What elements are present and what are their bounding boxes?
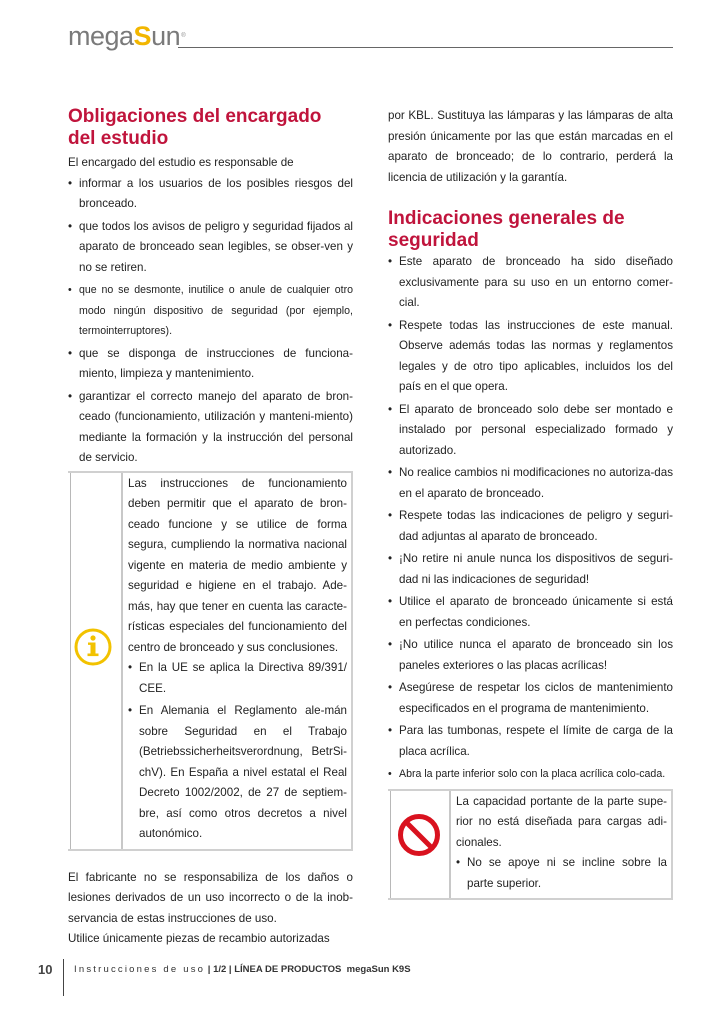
spare-parts-text: Utilice únicamente piezas de recambio autorizadas [68, 932, 330, 945]
footer-text [74, 964, 411, 975]
logo-s: S [133, 21, 152, 51]
footer-divider [63, 959, 64, 996]
list-item: • Asegúrese de respetar los ciclos de mantenimiento especificados en el programa de mantenimiento. [388, 678, 673, 719]
footer-model: megaSun K9S [346, 964, 411, 975]
heading-obligaciones: Obligaciones del encargado del estudio [68, 106, 322, 149]
list-item: • El aparato de bronceado solo debe ser montado e instalado por personal especializado formado y autorizado. [388, 400, 673, 462]
info-icon [73, 627, 113, 667]
list-item: • No se apoye ni se incline sobre la parte superior. [456, 853, 667, 894]
list-item: • Respete todas las indicaciones de peligro y seguri-dad adjuntas al aparato de bronceado. [388, 506, 673, 547]
list-item: • informar a los usuarios de los posibles riesgos del bronceado. [68, 174, 353, 215]
prohibition-text: La capacidad portante de la parte supe-rior no está diseñada para cargas adi-cionales. [456, 794, 667, 849]
prohibition-list [456, 853, 667, 894]
list-item: • Abra la parte inferior solo con la placa acrílica colo-cada. [388, 764, 673, 785]
liability-text: El fabricante no se responsabiliza de los daños o lesiones derivados de un uso incorrecto o de la inob-servancia de estas instrucciones de uso. [68, 870, 353, 925]
info-text: Las instrucciones de funcionamiento deben permitir que el aparato de bron-ceado funcione y se utilice de forma segura, cumpliendo la normativa nacional vigente en materia de medio ambiente y seguridad e higiene en el trabajo. Ade-más, hay que tener en cuenta las caracte-rísticas especiales del funcionamiento del centro de bronceado y sus conclusiones. [128, 476, 347, 654]
left-column [68, 106, 353, 950]
footer-page-fraction: | 1/2 | [205, 964, 235, 975]
safety-list [388, 252, 673, 785]
page-number: 10 [38, 962, 53, 977]
list-item: • que se disponga de instrucciones de funciona-miento, limpieza y mantenimiento. [68, 344, 353, 385]
list-item: • En la UE se aplica la Directiva 89/391/ CEE. [128, 658, 347, 699]
list-item: • Respete todas las instrucciones de este manual. Observe además todas las normas y reglamentos legales y de otro tipo aplicables, incluidos los del país en el que opera. [388, 316, 673, 398]
list-item: • ¡No retire ni anule nunca los dispositivos de seguri-dad ni las indicaciones de seguridad! [388, 549, 673, 590]
info-text-cell [123, 473, 353, 849]
info-list [128, 658, 347, 845]
footer-doc-type: Instrucciones de uso [74, 964, 206, 975]
list-item: • En Alemania el Reglamento ale-mán sobre Seguridad en el Trabajo (Betriebssicherheitsverordnung, BetrSi-chV). En España a nivel estatal el Real Decreto 1002/2002, de 27 de septiem-bre, así como otros decretos a nivel autonómico. [128, 701, 347, 845]
megasun-logo [68, 20, 186, 52]
prohibited-icon-cell [390, 791, 451, 899]
list-item: • ¡No utilice nunca el aparato de bronceado sin los paneles exteriores o las placas acrílicas! [388, 635, 673, 676]
list-item: • Para las tumbonas, respete el límite de carga de la placa acrílica. [388, 721, 673, 762]
registered-mark: ® [181, 33, 186, 39]
logo-prefix: mega [68, 21, 134, 51]
right-column [388, 106, 673, 900]
footer-product-line: LÍNEA DE PRODUCTOS [234, 964, 342, 975]
prohibited-icon [397, 813, 441, 857]
intro-text: El encargado del estudio es responsable de [68, 156, 294, 169]
heading-indicaciones: Indicaciones generales de seguridad [388, 208, 625, 251]
list-item: • Este aparato de bronceado ha sido diseñado exclusivamente para su uso en un entorno comer-cial. [388, 252, 673, 314]
prohibition-box [388, 789, 673, 901]
logo-suffix: un [151, 21, 181, 51]
list-item: • que no se desmonte, inutilice o anule de cualquier otro modo ningún dispositivo de seguridad (por ejemplo, termointerruptores). [68, 280, 353, 342]
list-item: • Utilice el aparato de bronceado únicamente si está en perfectas condiciones. [388, 592, 673, 633]
list-item: • garantizar el correcto manejo del aparato de bron-ceado (funcionamiento, utilización y manteni-miento) mediante la formación y la instrucción del personal de servicio. [68, 387, 353, 469]
list-item: • que todos los avisos de peligro y seguridad fijados al aparato de bronceado sean legibles, se obser-ven y no se retiren. [68, 217, 353, 279]
list-item: • No realice cambios ni modificaciones no autoriza-das en el aparato de bronceado. [388, 463, 673, 504]
spare-parts-continued: por KBL. Sustituya las lámparas y las lámparas de alta presión únicamente por las que están marcadas en el aparato de bronceado; de lo contrario, perderá la licencia de utilización y la garantía. [388, 109, 673, 184]
prohibition-text-cell [451, 791, 673, 899]
header-rule [178, 47, 673, 48]
obligations-list [68, 174, 353, 469]
info-box [68, 471, 353, 851]
info-icon-cell [70, 473, 123, 849]
